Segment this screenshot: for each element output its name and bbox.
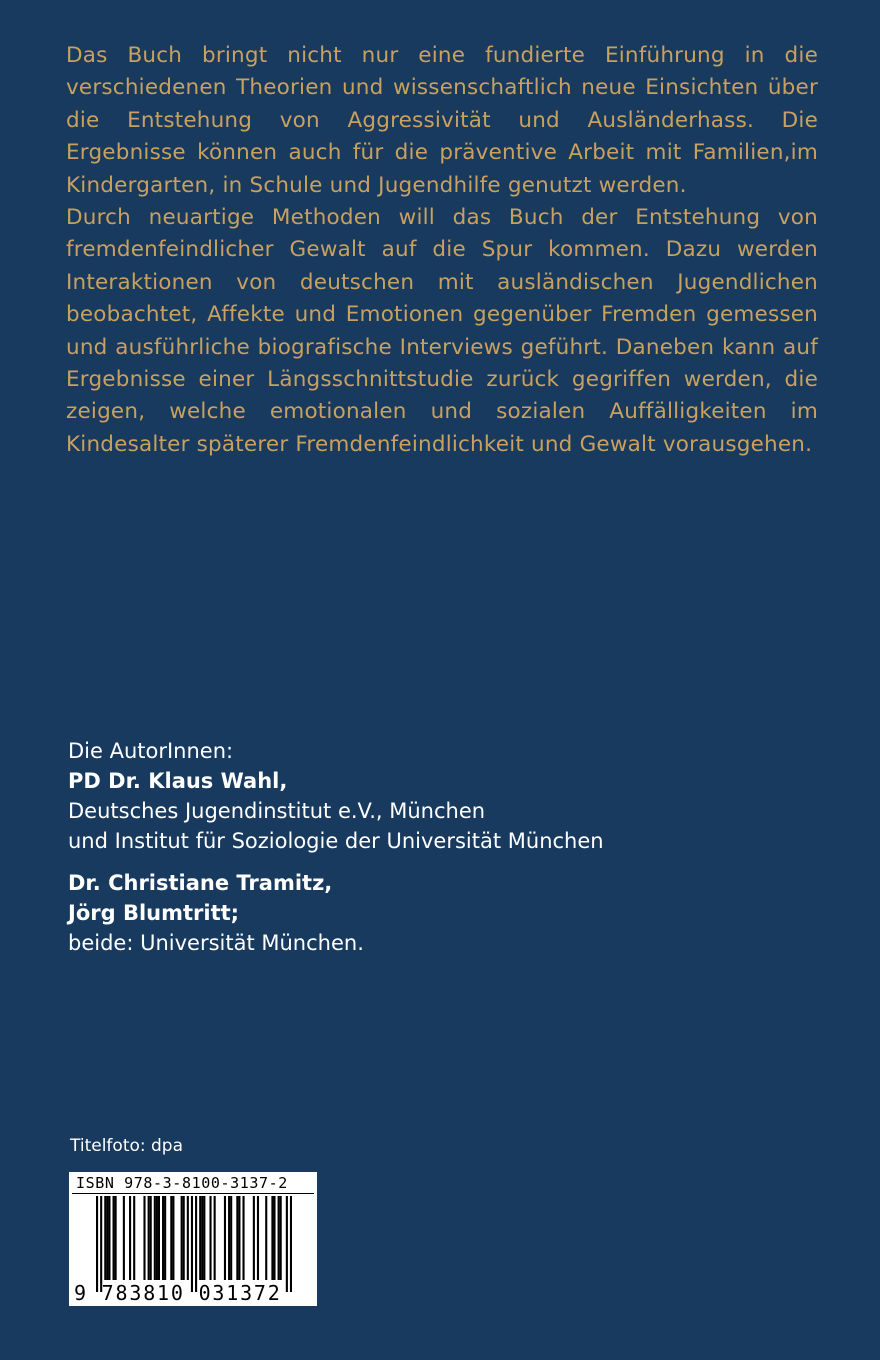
barcode-bar xyxy=(154,1196,156,1280)
barcode-bar xyxy=(172,1196,174,1280)
barcode-bar xyxy=(150,1196,152,1280)
barcode-bar xyxy=(181,1196,183,1280)
barcode-bar xyxy=(257,1196,259,1280)
barcode-bar xyxy=(170,1196,172,1280)
author-affiliation-1: Deutsches Jugendinstitut e.V., München xyxy=(68,799,486,823)
barcode-bar xyxy=(115,1196,117,1280)
shared-affiliation: beide: Universität München. xyxy=(68,931,364,955)
barcode-bars xyxy=(96,1196,292,1292)
barcode-bar xyxy=(143,1196,145,1280)
barcode-bar xyxy=(209,1196,211,1280)
author-klaus-wahl: PD Dr. Klaus Wahl, xyxy=(68,769,288,793)
barcode-bar xyxy=(104,1196,106,1280)
barcode-bar xyxy=(162,1196,164,1280)
barcode-bar xyxy=(242,1196,244,1280)
barcode-bar xyxy=(273,1196,275,1280)
blurb-paragraph-1: Das Buch bringt nicht nur eine fundierte Einführung in die verschiedenen Theorien und wissenschaftlich neue Einsichten über die Entstehung von Aggressivität und Ausländerhass. Die Ergebnisse können auch für die präventive Arbeit mit Familien,im Kindergarten, in Schule und Jugendhilfe genutzt werden. xyxy=(66,43,818,198)
barcode-bar xyxy=(278,1196,280,1280)
blurb-text xyxy=(66,40,818,461)
barcode-bar xyxy=(195,1196,197,1292)
authors-heading: Die AutorInnen: xyxy=(68,739,234,763)
barcode-bar xyxy=(129,1196,131,1280)
authors-section xyxy=(68,736,768,958)
barcode-bar xyxy=(133,1196,135,1280)
barcode-bar xyxy=(108,1196,110,1280)
barcode-bar xyxy=(191,1196,193,1292)
barcode-bar xyxy=(123,1196,125,1280)
barcode-bar xyxy=(265,1196,267,1280)
barcode-bar xyxy=(158,1196,160,1280)
barcode-bar xyxy=(290,1196,292,1292)
barcode-bar xyxy=(96,1196,98,1292)
author-affiliation-2: und Institut für Soziologie der Universität München xyxy=(68,829,604,853)
barcode-bar xyxy=(113,1196,115,1280)
author-joerg-blumtritt: Jörg Blumtritt; xyxy=(68,901,240,925)
barcode-bar xyxy=(183,1196,185,1280)
barcode-bar xyxy=(286,1196,288,1292)
barcode-bar xyxy=(224,1196,226,1280)
barcode-bar xyxy=(106,1196,108,1280)
photo-credit: Titelfoto: dpa xyxy=(70,1136,184,1156)
isbn-divider xyxy=(72,1193,314,1194)
barcode-bar xyxy=(228,1196,230,1280)
barcode-bar xyxy=(100,1196,102,1292)
barcode-bar xyxy=(253,1196,255,1280)
barcode-bar xyxy=(238,1196,240,1280)
barcode-bar xyxy=(236,1196,238,1280)
barcode-bar xyxy=(201,1196,203,1280)
barcode-bar xyxy=(203,1196,205,1280)
blurb-paragraph-2: Durch neuartige Methoden will das Buch der Entstehung von fremdenfeindlicher Gewalt auf die Spur kommen. Dazu werden Interaktionen von deutschen mit ausländischen Jugendlichen beobachtet, Affekte und Emotionen gegenüber Fremden gemessen und ausführliche biografische Interviews geführt. Daneben kann auf Ergebnisse einer Längsschnittstudie zurück gegriffen werden, die zeigen, welche emotionalen und sozialen Auffälligkeiten im Kindesalter späterer Fremdenfeindlichkeit und Gewalt vorausgehen. xyxy=(66,205,818,457)
barcode-bar xyxy=(148,1196,150,1280)
barcode-bar xyxy=(187,1196,189,1280)
barcode-bar xyxy=(156,1196,158,1280)
barcode-bar xyxy=(271,1196,273,1280)
barcode-bar xyxy=(280,1196,282,1280)
barcode-bar xyxy=(199,1196,201,1280)
barcode-bar xyxy=(214,1196,216,1280)
author-christiane-tramitz: Dr. Christiane Tramitz, xyxy=(68,871,333,895)
barcode-bar xyxy=(164,1196,166,1280)
isbn-label: ISBN 978-3-8100-3137-2 xyxy=(76,1174,288,1192)
ean-digits: 9 783810 031372 xyxy=(74,1281,282,1305)
barcode-bar xyxy=(230,1196,232,1280)
isbn-barcode xyxy=(69,1172,317,1306)
